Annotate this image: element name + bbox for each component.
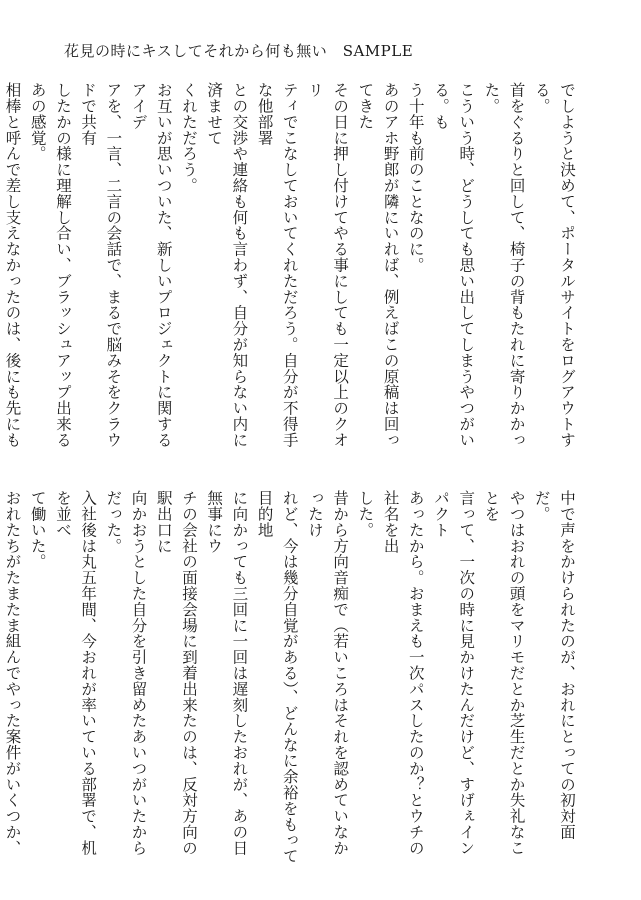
upper-text-block bbox=[3, 82, 579, 462]
text-line: おれたちがたまたま組んでやった案件がいくつか、 bbox=[3, 490, 22, 856]
page-title: 花見の時にキスしてそれから何も無い SAMPLE bbox=[64, 42, 414, 60]
text-line: ティでこなしておいてくれただろう。自分が不得手な他部署 bbox=[255, 82, 299, 448]
text-line: 言って、一次の時に見かけたんだけど、すげぇインパクト bbox=[431, 490, 476, 856]
text-line: その日に押し付けてやる事にしても一定以上のクオリ bbox=[305, 82, 350, 448]
text-line: やつはおれの頭をマリモだとか芝生だとか失礼なことを bbox=[482, 490, 526, 856]
text-line: したかの様に理解し合い、ブラッシュアップ出来るあの感覚。 bbox=[28, 82, 72, 448]
text-line: との交渉や連絡も何も言わず、自分が知らない内に済ませて bbox=[205, 82, 249, 448]
text-line: 昔から方向音痴で（若いころはそれを認めていなかったけ bbox=[305, 490, 350, 856]
text-line: 中で声をかけられたのが、おれにとっての初対面だ。 bbox=[532, 490, 576, 840]
text-line: こういう時、どうしても思い出してしまうやつがいる。も bbox=[431, 82, 476, 448]
text-line: て働いた。 bbox=[28, 490, 47, 570]
text-line: くれただろう。 bbox=[179, 82, 198, 194]
text-line: 向かおうとした自分を引き留めたあいつがいたからだった。 bbox=[104, 490, 148, 856]
text-line: お互いが思いついた、新しいプロジェクトに関するアイデ bbox=[129, 82, 173, 448]
text-line: 入社後は丸五年間、今おれが率いている部署で、机を並べ bbox=[53, 490, 98, 856]
text-line: した。 bbox=[356, 490, 375, 538]
text-line: あったから。おまえも一次パスしたのか？とウチの社名を出 bbox=[381, 490, 425, 856]
text-line: う十年も前のことなのに。 bbox=[406, 82, 425, 273]
text-line: でしようと決めて、ポータルサイトをログアウトする。 bbox=[532, 82, 576, 448]
text-line: あのアホ野郎が隣にいれば、例えばこの原稿は回ってきた bbox=[356, 82, 400, 448]
text-line: 首をぐるりと回して、椅子の背もたれに寄りかかった。 bbox=[482, 82, 526, 448]
text-line: チの会社の面接会場に到着出来たのは、反対方向の駅出口に bbox=[154, 490, 198, 856]
text-line: に向かっても三回に一回は遅刻したおれが、あの日無事にウ bbox=[205, 490, 249, 856]
text-line: 相棒と呼んで差し支えなかったのは、後にも先にも bbox=[3, 82, 22, 448]
lower-text-block bbox=[3, 490, 579, 870]
text-line: れど、今は幾分自覚がある）、どんなに余裕をもって目的地 bbox=[255, 490, 299, 864]
text-line: アを、一言、二言の会話で、まるで脳みそをクラウドで共有 bbox=[79, 82, 123, 448]
